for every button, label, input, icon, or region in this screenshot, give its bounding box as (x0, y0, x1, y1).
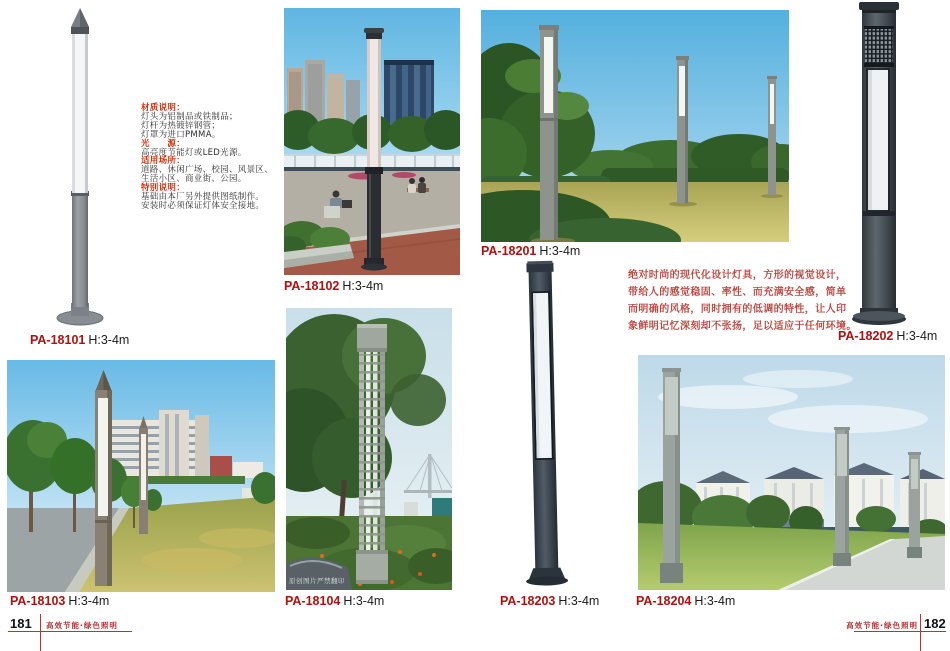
product-label-pa18103 (10, 594, 109, 608)
product-image-pa18101 (25, 3, 135, 333)
product-label-pa18202 (838, 329, 937, 343)
product-label-pa18102 (284, 279, 383, 293)
spec-line: 基础由本厂另外提供图纸制作。 (141, 192, 265, 203)
footer-slogan-left: 高效节能·绿色照明 (46, 621, 118, 630)
spec-heading: 光 源： (141, 138, 186, 149)
product-label-pa18203 (500, 594, 599, 608)
footer-rule-left (8, 631, 132, 632)
product-height: H:3-4m (694, 594, 736, 608)
photo-pa18201 (481, 10, 789, 242)
spec-heading: 特别说明： (141, 183, 186, 194)
product-code: PA-18203 (500, 594, 556, 608)
product-label-pa18204 (636, 594, 735, 608)
product-label-pa18104 (285, 594, 384, 608)
product-description (628, 267, 857, 335)
pole-illustration-pa18203 (497, 253, 597, 588)
spec-line: 灯头为铝制品或铁制品； (141, 111, 238, 122)
photo-pa18103 (7, 360, 275, 592)
spec-heading: 适用场所： (141, 156, 186, 167)
footer-divider-right (920, 614, 921, 651)
spec-line: 安装时必须保证灯体安全接地。 (141, 200, 265, 211)
description-line: 绝对时尚的现代化设计灯具，方形的视觉设计， (628, 270, 847, 281)
product-code: PA-18103 (10, 594, 66, 608)
footer-rule-right (854, 631, 946, 632)
photo-pa18102 (284, 8, 460, 275)
product-height: H:3-4m (343, 594, 385, 608)
spec-line: 高亮度节能灯或LED光源。 (141, 147, 247, 158)
product-height: H:3-4m (88, 333, 130, 347)
description-line: 带给人的感觉稳固、率性、而充满安全感，简单 (628, 287, 847, 298)
footer-divider-left (40, 614, 41, 651)
footer-slogan-right: 高效节能·绿色照明 (846, 621, 918, 630)
product-code: PA-18202 (838, 329, 894, 343)
product-code: PA-18101 (30, 333, 86, 347)
product-height: H:3-4m (896, 329, 938, 343)
product-height: H:3-4m (342, 279, 384, 293)
product-image-pa18202 (840, 0, 950, 330)
page-number-right: 182 (924, 616, 946, 631)
product-height: H:3-4m (68, 594, 110, 608)
photo-watermark: 原创图片严禁翻印 (289, 577, 345, 585)
product-code: PA-18102 (284, 279, 340, 293)
pole-illustration-pa18101 (25, 3, 135, 333)
description-line: 象鲜明记忆深刻却不张扬，足以适应于任何环境。 (628, 321, 857, 332)
photo-pa18104 (286, 308, 452, 590)
description-line: 而明确的风格，同时拥有的低调的特性，让人印 (628, 304, 847, 315)
product-height: H:3-4m (558, 594, 600, 608)
product-code: PA-18104 (285, 594, 341, 608)
product-height: H:3-4m (539, 244, 581, 258)
spec-line: 生活小区、商业街、公园。 (141, 174, 247, 185)
pole-illustration-pa18202 (840, 0, 950, 330)
spec-line: 灯罩为进口PMMA。 (141, 129, 221, 140)
product-label-pa18101 (30, 333, 129, 347)
product-code: PA-18201 (481, 244, 537, 258)
spec-notes (141, 104, 273, 211)
product-label-pa18201 (481, 244, 580, 258)
product-image-pa18203 (497, 253, 597, 588)
page-number-left: 181 (10, 616, 32, 631)
product-code: PA-18204 (636, 594, 692, 608)
photo-pa18204 (638, 355, 945, 590)
spec-heading: 材质说明： (141, 103, 186, 113)
spec-line: 灯杆为热镀锌钢管； (141, 120, 221, 131)
spec-line: 道路、休闲广场、校园、风景区、 (141, 165, 274, 176)
